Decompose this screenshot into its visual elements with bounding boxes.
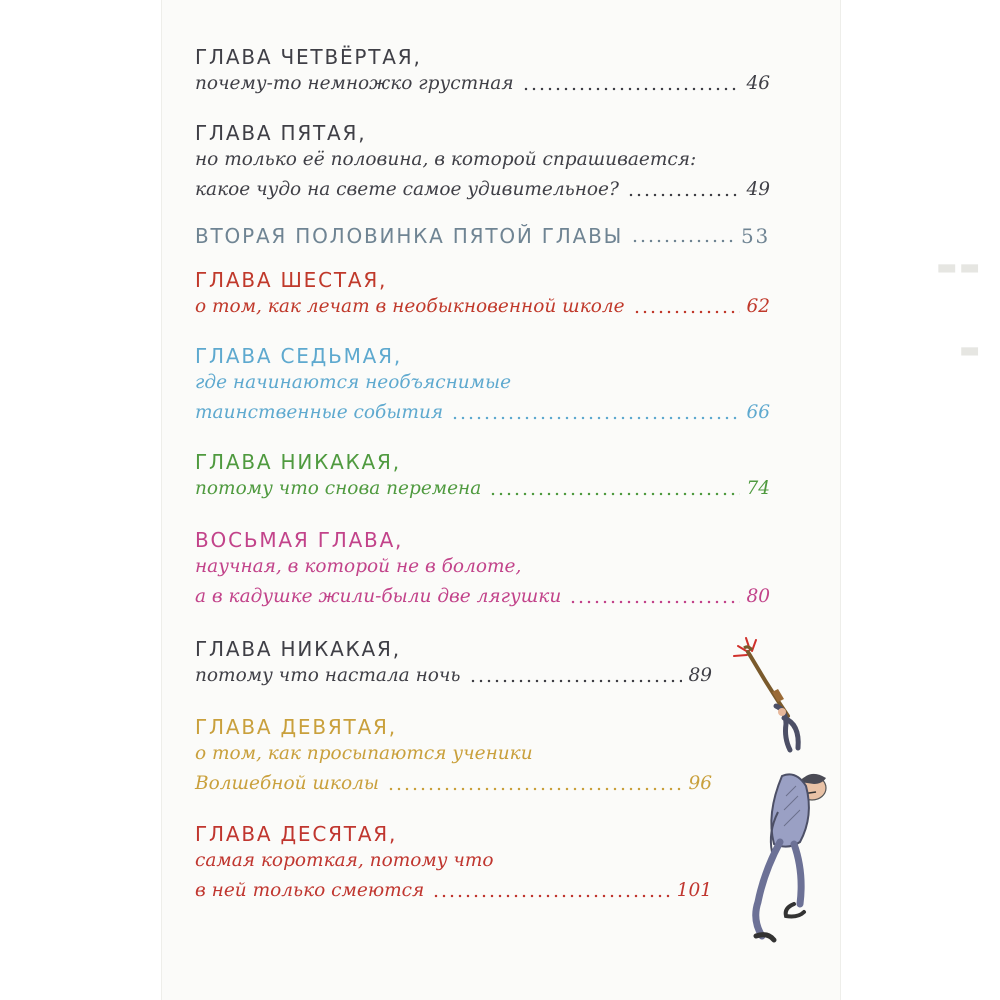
dot-leader	[522, 87, 741, 91]
subtitle-text: таинственные события	[195, 402, 444, 423]
toc-entry-chapter-none-1[interactable]	[195, 450, 770, 504]
chapter-subtitle-line: о том, как просыпаются ученики	[195, 743, 533, 764]
toc-entry-chapter-9[interactable]	[195, 715, 712, 799]
dot-leader	[633, 310, 741, 314]
page-number: 89	[688, 665, 712, 686]
chapter-subtitle-line	[195, 474, 770, 504]
page-number: 74	[746, 478, 770, 499]
subtitle-text: какое чудо на свете самое удивительное?	[195, 179, 619, 200]
dot-leader	[627, 193, 741, 197]
dot-leader	[387, 787, 683, 791]
toc-entry-chapter-5[interactable]	[195, 121, 770, 205]
dot-leader	[432, 894, 670, 898]
dot-leader	[451, 416, 740, 420]
subtitle-text: потому что снова перемена	[195, 478, 482, 499]
chapter-heading: ГЛАВА НИКАКАЯ,	[195, 637, 401, 661]
page-number: 62	[746, 296, 770, 317]
toc-entry-chapter-6[interactable]	[195, 268, 770, 322]
chapter-heading: ГЛАВА ДЕСЯТАЯ,	[195, 822, 398, 846]
chapter-heading-line	[195, 224, 770, 248]
dot-leader	[469, 679, 683, 683]
subtitle-text: почему-то немножко грустная	[195, 73, 514, 94]
toc-entry-chapter-none-2[interactable]	[195, 637, 712, 691]
chapter-subtitle-line	[195, 661, 712, 691]
page-number: 101	[676, 880, 712, 901]
chapter-subtitle-line: самая короткая, потому что	[195, 850, 494, 871]
page-number: 80	[746, 586, 770, 607]
dot-leader	[489, 492, 740, 496]
subtitle-text: Волшебной школы	[195, 773, 379, 794]
page-number: 53	[740, 224, 770, 248]
dot-leader	[569, 600, 740, 604]
chapter-subtitle-line	[195, 292, 770, 322]
chapter-subtitle-line	[195, 175, 770, 205]
toc-entry-chapter-4[interactable]	[195, 45, 770, 99]
page-number: 49	[746, 179, 770, 200]
chapter-subtitle-line: но только её половина, в которой спрашивается:	[195, 149, 697, 170]
chapter-heading: ГЛАВА ЧЕТВЁРТАЯ,	[195, 45, 422, 69]
bleed-through-text: ▬	[959, 338, 982, 363]
chapter-subtitle-line: где начинаются необъяснимые	[195, 372, 512, 393]
chapter-subtitle-line	[195, 69, 770, 99]
subtitle-text: о том, как лечат в необыкновенной школе	[195, 296, 625, 317]
chapter-heading: ГЛАВА ДЕВЯТАЯ,	[195, 715, 397, 739]
chapter-heading: ГЛАВА СЕДЬМАЯ,	[195, 344, 403, 368]
page-number: 96	[688, 773, 712, 794]
toc-entry-chapter-8[interactable]	[195, 528, 770, 612]
chapter-subtitle-line: научная, в которой не в болоте,	[195, 556, 522, 577]
chapter-subtitle-line	[195, 769, 712, 799]
subtitle-text: в ней только смеются	[195, 880, 425, 901]
chapter-heading: ГЛАВА НИКАКАЯ,	[195, 450, 401, 474]
subtitle-text: а в кадушке жили-были две лягушки	[195, 586, 562, 607]
toc-entry-chapter-7[interactable]	[195, 344, 770, 428]
page-number: 46	[746, 73, 770, 94]
chapter-subtitle-line	[195, 582, 770, 612]
chapter-heading: ГЛАВА ШЕСТАЯ,	[195, 268, 388, 292]
chapter-heading: ВОСЬМАЯ ГЛАВА,	[195, 528, 404, 552]
subtitle-text: потому что настала ночь	[195, 665, 461, 686]
chapter-heading: ВТОРАЯ ПОЛОВИНКА ПЯТОЙ ГЛАВЫ	[195, 224, 624, 248]
dot-leader	[631, 239, 735, 243]
bleed-through-text: ▬▬	[936, 255, 982, 280]
toc-entry-chapter-10[interactable]	[195, 822, 712, 906]
chapter-subtitle-line	[195, 398, 770, 428]
toc-entry-chapter-5-second-half[interactable]	[195, 224, 770, 248]
chapter-heading: ГЛАВА ПЯТАЯ,	[195, 121, 367, 145]
trumpeter-illustration	[732, 636, 840, 948]
chapter-subtitle-line	[195, 876, 712, 906]
page-number: 66	[746, 402, 770, 423]
